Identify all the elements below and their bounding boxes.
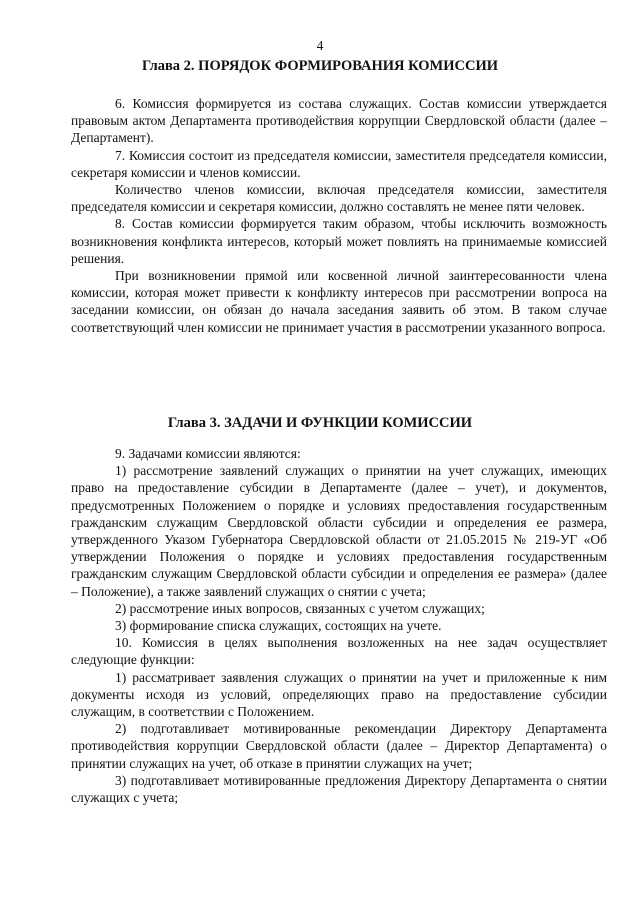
list-item-9-2: 2) рассмотрение иных вопросов, связанных с учетом служащих; xyxy=(115,600,485,616)
list-item-9-1: 1) рассмотрение заявлений служащих о принятии на учет служащих, имеющих право на предоставление субсидии в Департаменте (далее – учет), и документов, предусмотренных Положением о порядке и условиях предоставления государственным гражданским служащим Свердловской области субсидии и определения ее размера, утвержденного Указом Губернатора Свердловской области от 21.05.2015 № 219-УГ «Об утверждении Положения о порядке и условиях предоставления государственным гражданским служащим Свердловской области субсидии и определения ее размера» (далее – Положение), а также заявлений служащих о снятии с учета; xyxy=(71,463,607,599)
paragraph-members-count: Количество членов комиссии, включая председателя комиссии, заместителя председателя комиссии и секретаря комиссии, должно составлять не менее пяти человек. xyxy=(71,182,607,215)
paragraph-10: 10. Комиссия в целях выполнения возложенных на нее задач осуществляет следующие функции: xyxy=(71,635,607,668)
chapter-2-heading: Глава 2. ПОРЯДОК ФОРМИРОВАНИЯ КОМИССИИ xyxy=(141,58,499,74)
paragraph-6: 6. Комиссия формируется из состава служащих. Состав комиссии утверждается правовым актом Департамента противодействия коррупции Свердловской области (далее – Департамент). xyxy=(71,96,607,146)
paragraph-8: 8. Состав комиссии формируется таким образом, чтобы исключить возможность возникновения конфликта интересов, который может повлиять на принимаемые комиссией решения. xyxy=(71,216,607,266)
list-item-10-3: 3) подготавливает мотивированные предложения Директору Департамента о снятии служащих с учета; xyxy=(71,772,607,806)
chapter-3-heading: Глава 3. ЗАДАЧИ И ФУНКЦИИ КОМИССИИ xyxy=(167,415,473,431)
list-item-10-2: 2) подготавливает мотивированные рекомендации Директору Департамента противодействия коррупции Свердловской области (далее – Директор Департамента) о принятии служащих на учет, об отказе в принятии служащих на учет; xyxy=(71,721,607,771)
paragraph-7: 7. Комиссия состоит из председателя комиссии, заместителя председателя комиссии, секретаря комиссии и членов комиссии. xyxy=(71,147,607,180)
list-item-9-3: 3) формирование списка служащих, состоящих на учете. xyxy=(115,618,442,634)
paragraph-conflict-of-interest: При возникновении прямой или косвенной личной заинтересованности члена комиссии, которая может привести к конфликту интересов при рассмотрении вопроса на заседании комиссии, он обязан до начала заседания заявить об этом. В таком случае соответствующий член комиссии не принимает участия в рассмотрении указанного вопроса. xyxy=(71,268,607,335)
page-number: 4 xyxy=(316,38,324,53)
chapter-3-body xyxy=(71,445,607,806)
chapter-2-body xyxy=(71,95,607,336)
paragraph-9: 9. Задачами комиссии являются: xyxy=(115,446,301,461)
list-item-10-1: 1) рассматривает заявления служащих о принятии на учет и приложенные к ним документы исходя из условий, определяющих право на предоставление субсидии служащим, в соответствии с Положением. xyxy=(71,669,607,720)
